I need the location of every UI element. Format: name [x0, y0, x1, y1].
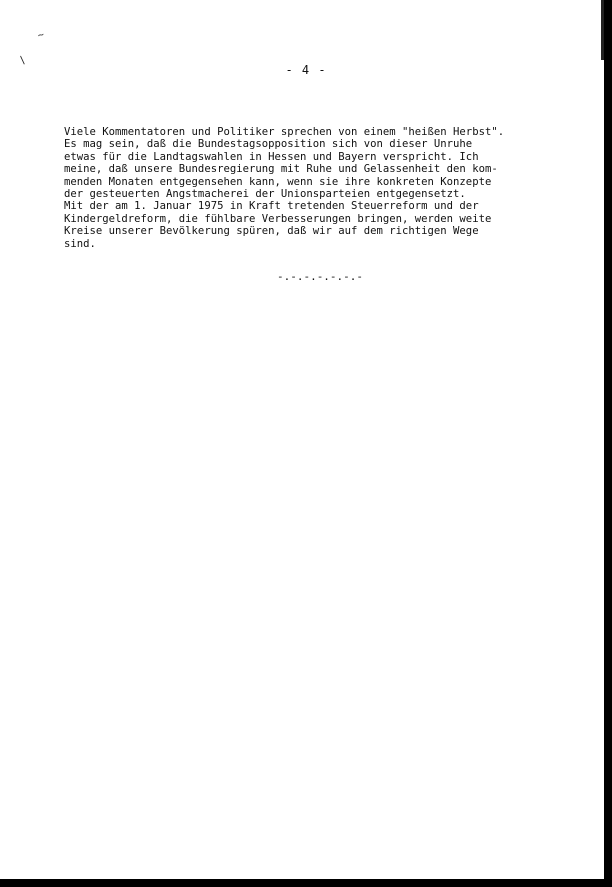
- text-line: Kindergeldreform, die fühlbare Verbesserungen bringen, werden weite: [64, 212, 492, 225]
- text-line: sind.: [64, 237, 96, 250]
- page-number: - 4 -: [285, 63, 327, 77]
- section-separator: -.-.-.-.-.-.-: [276, 270, 364, 283]
- scan-border-notch: [601, 0, 604, 60]
- text-line: meine, daß unsere Bundesregierung mit Ruhe und Gelassenheit den kom-: [64, 163, 498, 176]
- text-line: Kreise unserer Bevölkerung spüren, daß wir auf dem richtigen Wege: [64, 225, 479, 238]
- margin-mark-top: ~: [36, 29, 46, 42]
- text-line: Es mag sein, daß die Bundestagsopposition sich von dieser Unruhe: [64, 138, 473, 151]
- text-line: etwas für die Landtagswahlen in Hessen und Bayern verspricht. Ich: [64, 150, 479, 163]
- text-line: menden Monaten entgegensehen kann, wenn sie ihre konkreten Konzepte: [64, 175, 492, 188]
- text-line: der gesteuerten Angstmacherei der Unionsparteien entgegensetzt.: [64, 188, 466, 201]
- scan-border-right: [604, 0, 612, 887]
- text-line: Viele Kommentatoren und Politiker sprechen von einem "heißen Herbst".: [64, 126, 505, 138]
- text-line: Mit der am 1. Januar 1975 in Kraft tretenden Steuerreform und der: [64, 200, 479, 213]
- body-paragraph: [64, 126, 584, 250]
- margin-mark-left: /: [16, 54, 30, 67]
- scan-border-bottom: [0, 879, 612, 887]
